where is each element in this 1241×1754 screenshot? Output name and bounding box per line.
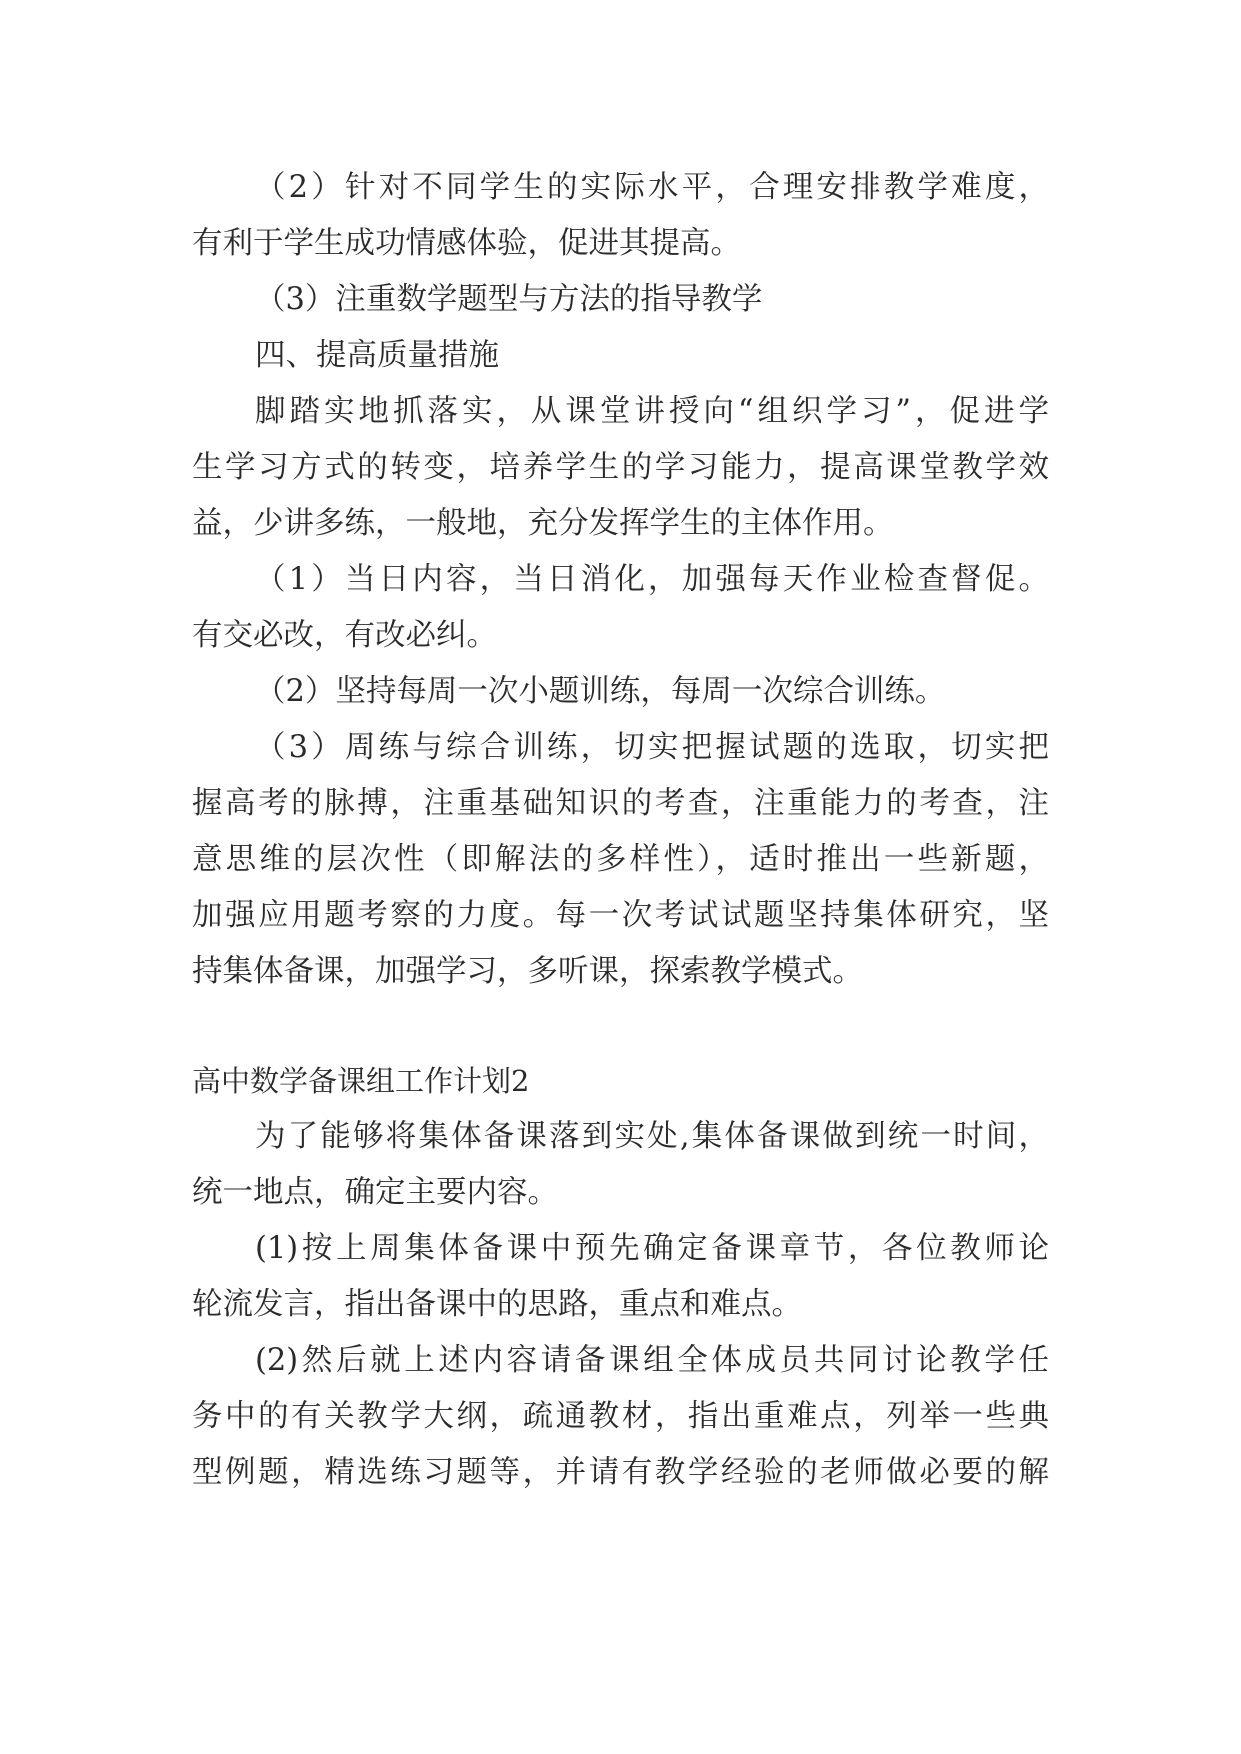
paragraph-line: 轮流发言，指出备课中的思路，重点和难点。 [192, 1287, 802, 1322]
paragraph-line: （2）针对不同学生的实际水平，合理安排教学难度， [255, 170, 1049, 205]
paragraph-line: (2)然后就上述内容请备课组全体成员共同讨论教学任 [255, 1343, 1049, 1378]
paragraph-line: (1)按上周集体备课中预先确定备课章节，各位教师论 [255, 1231, 1049, 1266]
paragraph-line: （3）周练与综合训练，切实把握试题的选取，切实把 [255, 730, 1049, 765]
paragraph-line: 有利于学生成功情感体验，促进其提高。 [192, 226, 741, 261]
document-title: 高中数学备课组工作计划2 [192, 1064, 530, 1098]
paragraph-line: （3）注重数学题型与方法的指导教学 [255, 282, 763, 317]
paragraph-line: 统一地点，确定主要内容。 [192, 1175, 558, 1210]
paragraph-line: 意思维的层次性（即解法的多样性），适时推出一些新题， [192, 842, 1049, 877]
paragraph-line: 持集体备课，加强学习，多听课，探索教学模式。 [192, 954, 863, 989]
paragraph-line: 型例题，精选练习题等，并请有教学经验的老师做必要的解 [192, 1455, 1049, 1490]
paragraph-line: 为了能够将集体备课落到实处,集体备课做到统一时间， [255, 1119, 1049, 1154]
paragraph-line: 益，少讲多练，一般地，充分发挥学生的主体作用。 [192, 506, 894, 541]
paragraph-line: 务中的有关教学大纲，疏通教材，指出重难点，列举一些典 [192, 1399, 1049, 1434]
paragraph-line: （1）当日内容，当日消化，加强每天作业检查督促。 [255, 562, 1049, 597]
paragraph-line: 加强应用题考察的力度。每一次考试试题坚持集体研究，坚 [192, 898, 1049, 933]
section-heading: 四、提高质量措施 [255, 338, 499, 373]
paragraph-line: 有交必改，有改必纠。 [192, 618, 497, 653]
paragraph-line: 握高考的脉搏，注重基础知识的考查，注重能力的考查，注 [192, 786, 1049, 821]
paragraph-line: 脚踏实地抓落实，从课堂讲授向“组织学习”，促进学 [255, 394, 1049, 429]
paragraph-line: （2）坚持每周一次小题训练，每周一次综合训练。 [255, 674, 946, 709]
paragraph-line: 生学习方式的转变，培养学生的学习能力，提高课堂教学效 [192, 450, 1049, 485]
